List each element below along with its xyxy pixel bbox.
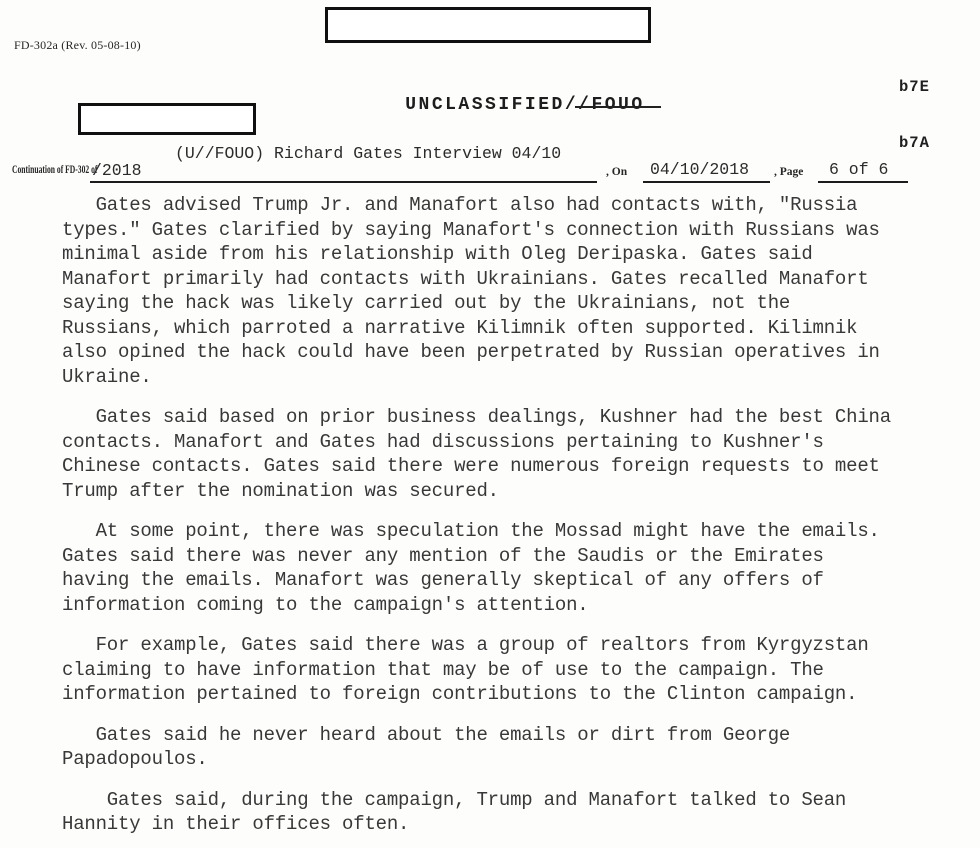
body-line: information pertained to foreign contributions to the Clinton campaign. xyxy=(62,683,858,705)
body-line: Gates advised Trump Jr. and Manafort also had contacts with, "Russia xyxy=(62,194,858,216)
body-line: also opined the hack could have been perpetrated by Russian operatives in xyxy=(62,341,880,363)
case-title-underline xyxy=(90,181,597,183)
classification-banner xyxy=(352,75,645,135)
body-line: Gates said, during the campaign, Trump and Manafort talked to Sean xyxy=(62,788,847,811)
body-line: Gates said based on prior business dealings, Kushner had the best China xyxy=(62,406,891,428)
case-title-line1: (U//FOUO) Richard Gates Interview 04/10 xyxy=(175,144,562,163)
body-line: saying the hack was likely carried out by the Ukrainians, not the xyxy=(62,292,791,314)
body-line: claiming to have information that may be of use to the campaign. The xyxy=(62,658,824,681)
paragraph xyxy=(62,193,942,389)
on-label: , On xyxy=(606,166,628,178)
paragraph xyxy=(62,633,942,707)
body-line: contacts. Manafort and Gates had discussions pertaining to Kushner's xyxy=(62,430,824,453)
date-underline xyxy=(643,181,770,183)
exemption-codes xyxy=(899,41,940,189)
continuation-of-label: Continuation of FD-302 of xyxy=(12,164,98,176)
body-line: types." Gates clarified by saying Manafort's connection with Russians was xyxy=(62,218,880,241)
case-title-line2: /2018 xyxy=(92,161,142,180)
form-id-label: FD-302a (Rev. 05-08-10) xyxy=(14,38,141,52)
body-line: At some point, there was speculation the Mossad might have the emails. xyxy=(62,520,880,542)
classification-prefix: UNCLASSIFIED/ xyxy=(405,95,579,115)
classification-struck-fouo: /FOUO xyxy=(578,95,645,115)
paragraph xyxy=(62,723,942,772)
body-line: Gates said there was never any mention of the Saudis or the Emirates xyxy=(62,544,824,567)
exemption-code-b7e: b7E xyxy=(899,78,930,96)
body-line: For example, Gates said there was a group of realtors from Kyrgyzstan xyxy=(62,634,869,656)
paragraph xyxy=(62,405,942,503)
body-line: Gates said he never heard about the emails or dirt from George xyxy=(62,723,791,746)
paragraph xyxy=(62,519,942,617)
body-line: Russians, which parroted a narrative Kilimnik often supported. Kilimnik xyxy=(62,316,858,339)
body-line: Manafort primarily had contacts with Ukrainians. Gates recalled Manafort xyxy=(62,267,869,290)
paragraph xyxy=(62,788,942,837)
body-line: Papadopoulos. xyxy=(62,748,208,770)
body-line: information coming to the campaign's attention. xyxy=(62,593,589,616)
redaction-box-header xyxy=(325,7,651,43)
document-body xyxy=(62,193,942,848)
body-line: minimal aside from his relationship with Oleg Deripaska. Gates said xyxy=(62,243,813,265)
redaction-box-left xyxy=(78,103,256,135)
body-line: Hannity in their offices often. xyxy=(62,813,410,835)
body-line: Chinese contacts. Gates said there were numerous foreign requests to meet xyxy=(62,455,880,477)
exemption-code-b7a: b7A xyxy=(899,133,930,152)
interview-date-field: 04/10/2018 xyxy=(650,160,750,179)
body-line: Ukraine. xyxy=(62,365,152,388)
page-underline xyxy=(818,181,908,183)
body-line: having the emails. Manafort was generally skeptical of any offers of xyxy=(62,569,824,591)
page-number-field: 6 of 6 xyxy=(829,160,889,179)
body-line: Trump after the nomination was secured. xyxy=(62,479,499,502)
page-label: , Page xyxy=(774,166,804,178)
